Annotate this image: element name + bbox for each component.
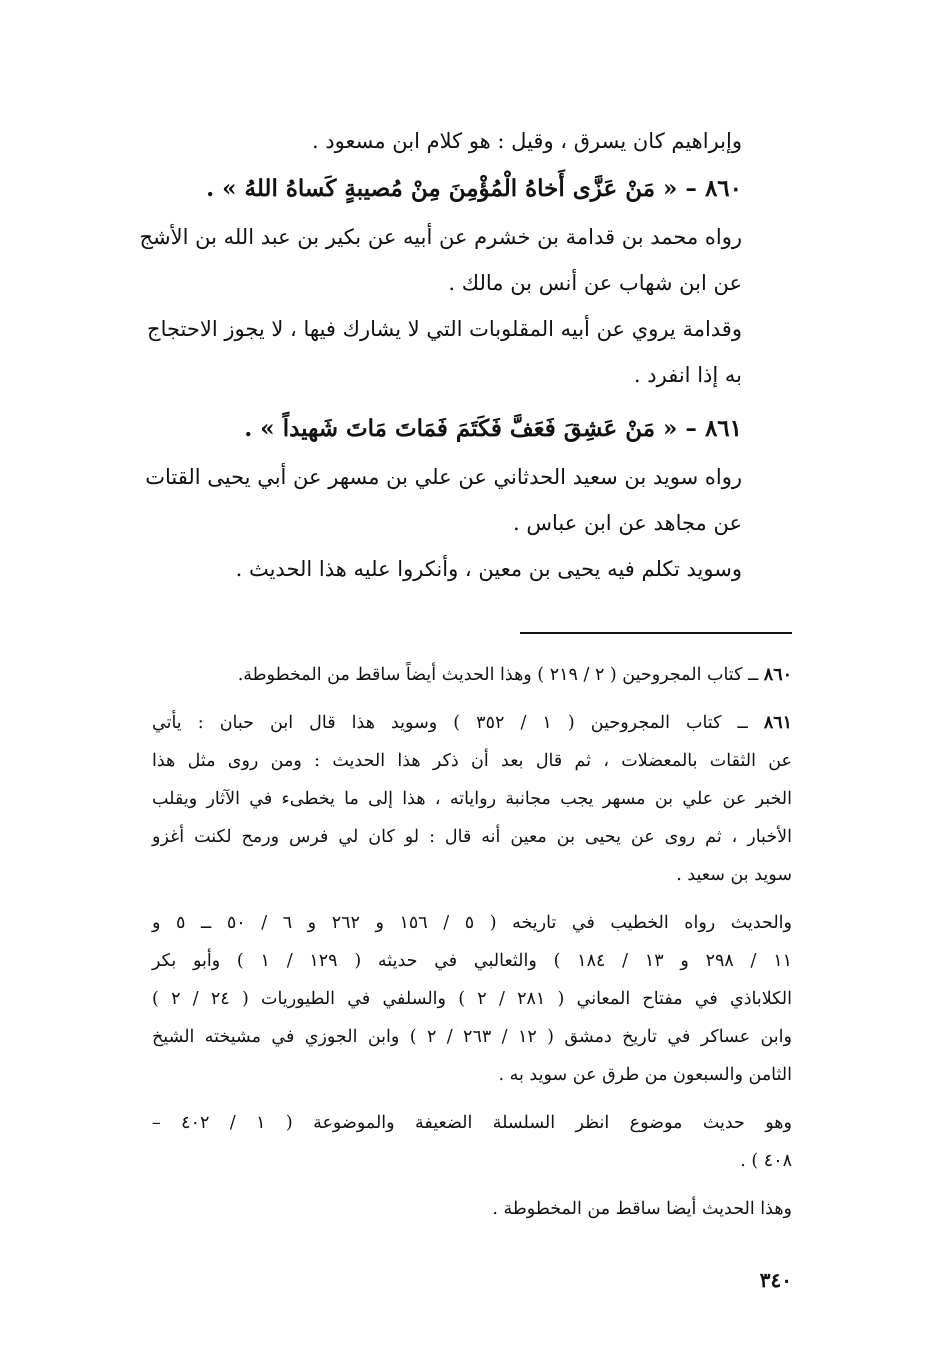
footnote-line: وابن عساكر في تاريخ دمشق ( ١٢ / ٢٦٣ / ٢ ) وابن الجوزي في مشيخته الشيخ <box>152 1027 792 1047</box>
footnote-line: عن الثقات بالمعضلات ، ثم قال بعد أن ذكر هذا الحديث : ومن روى مثل هذا <box>152 751 792 771</box>
footnote-line: الكلاباذي في مفتاح المعاني ( ٢٨١ / ٢ ) والسلفي في الطيوريات ( ٢٤ / ٢ ) <box>152 989 793 1009</box>
footnote-text: ــ كتاب المجروحين ( ١ / ٣٥٢ ) وسويد هذا قال ابن حبان : يأتي <box>152 713 764 733</box>
page-number: ٣٤٠ <box>759 1268 792 1292</box>
text-line: عن مجاهد عن ابن عباس . <box>513 511 742 535</box>
footnote-line: الخبر عن علي بن مسهر يجب مجانبة رواياته ، هذا إلى ما يخطىء في الآثار ويقلب <box>152 789 792 809</box>
text-line: وقدامة يروي عن أبيه المقلوبات التي لا يشارك فيها ، لا يجوز الاحتجاج <box>147 317 742 341</box>
text-line: وإبراهيم كان يسرق ، وقيل : هو كلام ابن مسعود . <box>311 129 742 153</box>
footnote-line: الثامن والسبعون من طرق عن سويد به . <box>498 1065 792 1085</box>
footnote-text: ــ كتاب المجروحين ( ٢ / ٢١٩ ) وهذا الحديث أيضاً ساقط من المخطوطة. <box>237 665 764 685</box>
footnote-line: وهو حديث موضوع انظر السلسلة الضعيفة والموضوعة ( ١ / ٤٠٢ – <box>152 1113 792 1133</box>
footnote-number: ٨٦١ <box>763 713 793 733</box>
footnotes <box>152 656 792 1228</box>
main-text <box>139 118 742 592</box>
footnote-line: والحديث رواه الخطيب في تاريخه ( ٥ / ١٥٦ و ٢٦٢ و ٦ / ٥٠ ــ ٥ و <box>152 913 792 933</box>
footnote-861 <box>152 704 792 742</box>
footnote-line: وهذا الحديث أيضا ساقط من المخطوطة . <box>492 1199 792 1219</box>
hadith-860-title: ٨٦٠ – « مَنْ عَزَّى أَخاهُ الْمُؤْمِنَ مِنْ مُصيبةٍ كَساهُ اللهُ » . <box>206 175 742 202</box>
footnote-divider <box>520 632 792 634</box>
footnote-line: ٤٠٨ ) . <box>740 1151 792 1171</box>
footnote-line: الأخبار ، ثم روى عن يحيى بن معين أنه قال : لو كان لي فرس ورمح لكنت أغزو <box>152 827 792 847</box>
footnote-line: ١١ / ٢٩٨ و ١٣ / ١٨٤ ) والثعالبي في حديثه ( ١٢٩ / ١ ) وأبو بكر <box>152 951 793 971</box>
text-line: رواه سويد بن سعيد الحدثاني عن علي بن مسهر عن أبي يحيى القتات <box>145 465 742 489</box>
text-line: رواه محمد بن قدامة بن خشرم عن أبيه عن بكير بن عبد الله بن الأشج <box>139 225 742 249</box>
footnote-line: سويد بن سعيد . <box>676 865 792 885</box>
hadith-861-title: ٨٦١ – « مَنْ عَشِقَ فَعَفَّ فَكَتَمَ فَمَاتَ مَاتَ شَهيداً » . <box>244 415 742 442</box>
text-line: عن ابن شهاب عن أنس بن مالك . <box>448 271 742 295</box>
footnote-number: ٨٦٠ <box>763 665 792 685</box>
footnote-860 <box>152 656 792 694</box>
text-line: به إذا انفرد . <box>633 363 742 387</box>
text-line: وسويد تكلم فيه يحيى بن معين ، وأنكروا عليه هذا الحديث . <box>235 557 742 581</box>
